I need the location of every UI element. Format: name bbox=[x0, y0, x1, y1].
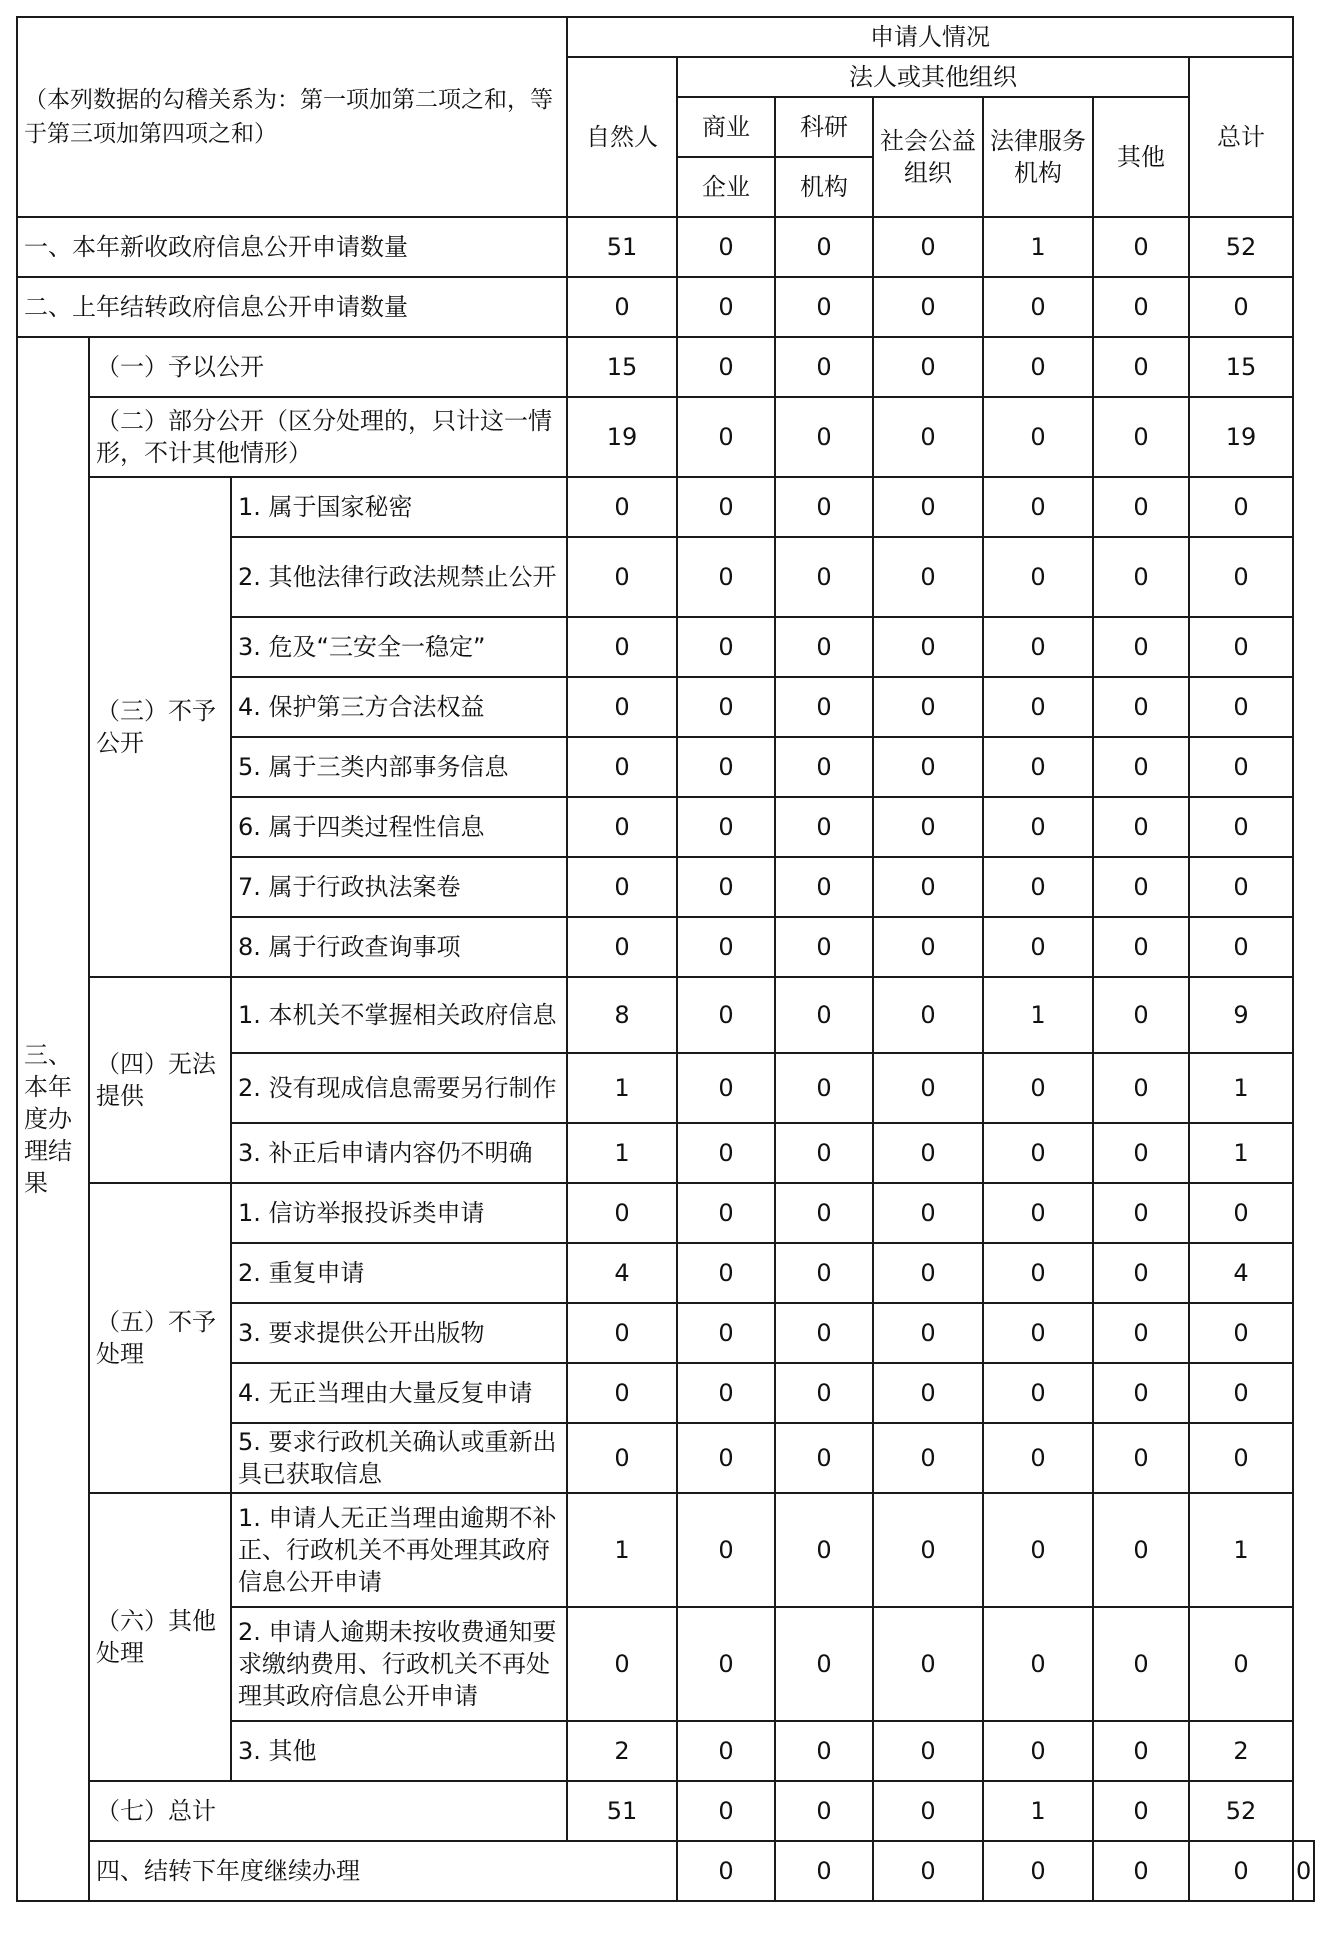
value-cell: 0 bbox=[873, 397, 983, 477]
applicant-header: 申请人情况 bbox=[567, 17, 1293, 57]
value-cell: 0 bbox=[873, 857, 983, 917]
value-cell: 0 bbox=[775, 737, 873, 797]
row-label: （二）部分公开（区分处理的，只计这一情形，不计其他情形） bbox=[89, 397, 567, 477]
value-cell: 0 bbox=[677, 1303, 775, 1363]
value-cell: 0 bbox=[873, 737, 983, 797]
group-other-handling-label: （六）其他处理 bbox=[89, 1493, 231, 1781]
value-cell: 0 bbox=[567, 277, 677, 337]
value-cell: 0 bbox=[1093, 1841, 1189, 1901]
value-cell: 9 bbox=[1189, 977, 1293, 1053]
value-cell: 0 bbox=[1093, 1243, 1189, 1303]
value-cell: 0 bbox=[1093, 537, 1189, 617]
value-cell: 0 bbox=[983, 1243, 1093, 1303]
section3-label: 三、本年度办理结果 bbox=[17, 337, 89, 1901]
value-cell: 1 bbox=[567, 1493, 677, 1607]
table-row bbox=[17, 477, 1314, 537]
value-cell: 0 bbox=[983, 477, 1093, 537]
value-cell: 0 bbox=[1093, 217, 1189, 277]
row-label: 1. 属于国家秘密 bbox=[231, 477, 567, 537]
value-cell: 0 bbox=[873, 1243, 983, 1303]
value-cell: 0 bbox=[983, 1607, 1093, 1721]
total-header: 总计 bbox=[1189, 57, 1293, 217]
value-cell: 0 bbox=[677, 977, 775, 1053]
value-cell: 0 bbox=[567, 477, 677, 537]
value-cell: 0 bbox=[775, 1183, 873, 1243]
value-cell: 0 bbox=[567, 1183, 677, 1243]
value-cell: 0 bbox=[1189, 1303, 1293, 1363]
value-cell: 0 bbox=[567, 537, 677, 617]
value-cell: 0 bbox=[775, 1123, 873, 1183]
value-cell: 0 bbox=[567, 617, 677, 677]
value-cell: 0 bbox=[677, 1493, 775, 1607]
row-label: 四、结转下年度继续办理 bbox=[89, 1841, 677, 1901]
value-cell: 0 bbox=[873, 217, 983, 277]
value-cell: 4 bbox=[567, 1243, 677, 1303]
table-row bbox=[17, 1493, 1314, 1607]
row-label: 2. 没有现成信息需要另行制作 bbox=[231, 1053, 567, 1123]
group-not-disclosed-label: （三）不予公开 bbox=[89, 477, 231, 977]
value-cell: 0 bbox=[677, 217, 775, 277]
value-cell: 0 bbox=[677, 277, 775, 337]
value-cell: 0 bbox=[1093, 977, 1189, 1053]
table-row bbox=[17, 977, 1314, 1053]
value-cell: 0 bbox=[567, 737, 677, 797]
legal-service-header: 法律服务机构 bbox=[983, 97, 1093, 217]
value-cell: 15 bbox=[567, 337, 677, 397]
value-cell: 0 bbox=[1189, 1841, 1293, 1901]
value-cell: 52 bbox=[1189, 217, 1293, 277]
value-cell: 0 bbox=[677, 917, 775, 977]
value-cell: 0 bbox=[775, 677, 873, 737]
value-cell: 0 bbox=[1093, 1781, 1189, 1841]
value-cell: 2 bbox=[1189, 1721, 1293, 1781]
value-cell: 0 bbox=[1093, 1053, 1189, 1123]
value-cell: 0 bbox=[1093, 797, 1189, 857]
value-cell: 0 bbox=[775, 277, 873, 337]
table-row bbox=[17, 217, 1314, 277]
value-cell: 0 bbox=[873, 1423, 983, 1493]
value-cell: 0 bbox=[873, 477, 983, 537]
value-cell: 0 bbox=[775, 1303, 873, 1363]
row-label: 7. 属于行政执法案卷 bbox=[231, 857, 567, 917]
value-cell: 0 bbox=[983, 1053, 1093, 1123]
row-label: 4. 无正当理由大量反复申请 bbox=[231, 1363, 567, 1423]
value-cell: 0 bbox=[1189, 857, 1293, 917]
group-not-processed-label: （五）不予处理 bbox=[89, 1183, 231, 1493]
value-cell: 0 bbox=[775, 1721, 873, 1781]
value-cell: 0 bbox=[1093, 1493, 1189, 1607]
value-cell: 0 bbox=[983, 797, 1093, 857]
value-cell: 1 bbox=[567, 1123, 677, 1183]
value-cell: 0 bbox=[873, 1781, 983, 1841]
value-cell: 0 bbox=[677, 1781, 775, 1841]
value-cell: 1 bbox=[1189, 1053, 1293, 1123]
value-cell: 0 bbox=[775, 1493, 873, 1607]
value-cell: 0 bbox=[983, 337, 1093, 397]
value-cell: 0 bbox=[677, 857, 775, 917]
value-cell: 0 bbox=[567, 917, 677, 977]
row-label: 5. 要求行政机关确认或重新出具已获取信息 bbox=[231, 1423, 567, 1493]
value-cell: 0 bbox=[873, 537, 983, 617]
value-cell: 0 bbox=[775, 1363, 873, 1423]
value-cell: 0 bbox=[873, 1493, 983, 1607]
value-cell: 0 bbox=[1189, 277, 1293, 337]
value-cell: 0 bbox=[567, 857, 677, 917]
value-cell: 0 bbox=[1093, 1363, 1189, 1423]
value-cell: 0 bbox=[775, 1607, 873, 1721]
value-cell: 0 bbox=[677, 677, 775, 737]
value-cell: 2 bbox=[567, 1721, 677, 1781]
value-cell: 51 bbox=[567, 1781, 677, 1841]
value-cell: 0 bbox=[1093, 277, 1189, 337]
value-cell: 0 bbox=[1093, 737, 1189, 797]
value-cell: 0 bbox=[983, 1721, 1093, 1781]
value-cell: 0 bbox=[775, 337, 873, 397]
value-cell: 0 bbox=[873, 977, 983, 1053]
value-cell: 0 bbox=[1189, 1183, 1293, 1243]
value-cell: 0 bbox=[1189, 917, 1293, 977]
other-header: 其他 bbox=[1093, 97, 1189, 217]
disclosure-table bbox=[16, 16, 1315, 1902]
row-label: 3. 补正后申请内容仍不明确 bbox=[231, 1123, 567, 1183]
value-cell: 0 bbox=[567, 1303, 677, 1363]
value-cell: 0 bbox=[775, 1423, 873, 1493]
value-cell: 0 bbox=[983, 537, 1093, 617]
value-cell: 4 bbox=[1189, 1243, 1293, 1303]
row-label: 6. 属于四类过程性信息 bbox=[231, 797, 567, 857]
row-label: 二、上年结转政府信息公开申请数量 bbox=[17, 277, 567, 337]
value-cell: 0 bbox=[677, 1053, 775, 1123]
row-label: 1. 申请人无正当理由逾期不补正、行政机关不再处理其政府信息公开申请 bbox=[231, 1493, 567, 1607]
value-cell: 0 bbox=[677, 1423, 775, 1493]
value-cell: 0 bbox=[1093, 397, 1189, 477]
row-label: 一、本年新收政府信息公开申请数量 bbox=[17, 217, 567, 277]
value-cell: 0 bbox=[677, 1607, 775, 1721]
value-cell: 0 bbox=[1093, 917, 1189, 977]
value-cell: 0 bbox=[873, 917, 983, 977]
value-cell: 0 bbox=[677, 1123, 775, 1183]
value-cell: 19 bbox=[1189, 397, 1293, 477]
value-cell: 0 bbox=[775, 797, 873, 857]
value-cell: 0 bbox=[775, 977, 873, 1053]
row-label: （七）总计 bbox=[89, 1781, 567, 1841]
value-cell: 0 bbox=[775, 1053, 873, 1123]
value-cell: 0 bbox=[775, 1243, 873, 1303]
value-cell: 0 bbox=[1189, 797, 1293, 857]
value-cell: 1 bbox=[983, 217, 1093, 277]
value-cell: 0 bbox=[873, 1123, 983, 1183]
value-cell: 0 bbox=[983, 1423, 1093, 1493]
commercial-header-bottom: 企业 bbox=[677, 157, 775, 217]
value-cell: 0 bbox=[775, 477, 873, 537]
value-cell: 0 bbox=[677, 1183, 775, 1243]
value-cell: 0 bbox=[567, 677, 677, 737]
value-cell: 0 bbox=[677, 537, 775, 617]
value-cell: 0 bbox=[1189, 677, 1293, 737]
value-cell: 0 bbox=[1093, 1423, 1189, 1493]
value-cell: 0 bbox=[1189, 617, 1293, 677]
value-cell: 0 bbox=[873, 1183, 983, 1243]
value-cell: 0 bbox=[1093, 337, 1189, 397]
value-cell: 0 bbox=[983, 1841, 1093, 1901]
row-label: 5. 属于三类内部事务信息 bbox=[231, 737, 567, 797]
value-cell: 0 bbox=[677, 617, 775, 677]
value-cell: 0 bbox=[567, 1423, 677, 1493]
value-cell: 0 bbox=[775, 217, 873, 277]
value-cell: 0 bbox=[983, 617, 1093, 677]
value-cell: 0 bbox=[983, 677, 1093, 737]
value-cell: 51 bbox=[567, 217, 677, 277]
value-cell: 0 bbox=[677, 337, 775, 397]
value-cell: 0 bbox=[873, 1053, 983, 1123]
value-cell: 0 bbox=[873, 1363, 983, 1423]
value-cell: 0 bbox=[775, 1781, 873, 1841]
value-cell: 0 bbox=[775, 397, 873, 477]
value-cell: 8 bbox=[567, 977, 677, 1053]
value-cell: 0 bbox=[983, 397, 1093, 477]
value-cell: 0 bbox=[567, 1607, 677, 1721]
table-row bbox=[17, 337, 1314, 397]
value-cell: 0 bbox=[677, 737, 775, 797]
value-cell: 0 bbox=[677, 1243, 775, 1303]
value-cell: 0 bbox=[983, 917, 1093, 977]
row-label: 8. 属于行政查询事项 bbox=[231, 917, 567, 977]
value-cell: 52 bbox=[1189, 1781, 1293, 1841]
value-cell: 0 bbox=[873, 1303, 983, 1363]
value-cell: 0 bbox=[1093, 617, 1189, 677]
value-cell: 0 bbox=[1093, 677, 1189, 737]
row-label: 1. 本机关不掌握相关政府信息 bbox=[231, 977, 567, 1053]
value-cell: 15 bbox=[1189, 337, 1293, 397]
value-cell: 0 bbox=[1093, 1721, 1189, 1781]
value-cell: 0 bbox=[983, 857, 1093, 917]
value-cell: 0 bbox=[567, 797, 677, 857]
value-cell: 0 bbox=[1189, 1423, 1293, 1493]
value-cell: 0 bbox=[677, 1363, 775, 1423]
group-cannot-provide-label: （四）无法提供 bbox=[89, 977, 231, 1183]
value-cell: 0 bbox=[677, 1721, 775, 1781]
value-cell: 0 bbox=[775, 917, 873, 977]
value-cell: 0 bbox=[1189, 1607, 1293, 1721]
value-cell: 1 bbox=[983, 1781, 1093, 1841]
value-cell: 0 bbox=[1093, 1607, 1189, 1721]
value-cell: 0 bbox=[873, 677, 983, 737]
row-label: 3. 危及“三安全一稳定” bbox=[231, 617, 567, 677]
commercial-header-top: 商业 bbox=[677, 97, 775, 157]
value-cell: 0 bbox=[1093, 1183, 1189, 1243]
value-cell: 1 bbox=[983, 977, 1093, 1053]
social-org-header: 社会公益组织 bbox=[873, 97, 983, 217]
value-cell: 0 bbox=[1093, 1303, 1189, 1363]
value-cell: 0 bbox=[1189, 537, 1293, 617]
value-cell: 0 bbox=[775, 617, 873, 677]
value-cell: 0 bbox=[983, 1303, 1093, 1363]
value-cell: 0 bbox=[873, 797, 983, 857]
row-label: 2. 重复申请 bbox=[231, 1243, 567, 1303]
value-cell: 0 bbox=[873, 1841, 983, 1901]
value-cell: 0 bbox=[873, 1721, 983, 1781]
value-cell: 19 bbox=[567, 397, 677, 477]
value-cell: 0 bbox=[873, 617, 983, 677]
row-label: 1. 信访举报投诉类申请 bbox=[231, 1183, 567, 1243]
legal-group-header: 法人或其他组织 bbox=[677, 57, 1189, 97]
value-cell: 0 bbox=[983, 1123, 1093, 1183]
natural-person-header: 自然人 bbox=[567, 57, 677, 217]
table-row bbox=[17, 277, 1314, 337]
value-cell: 0 bbox=[1189, 477, 1293, 537]
row-label: 2. 其他法律行政法规禁止公开 bbox=[231, 537, 567, 617]
value-cell: 0 bbox=[775, 1841, 873, 1901]
value-cell: 0 bbox=[1093, 1123, 1189, 1183]
value-cell: 0 bbox=[873, 1607, 983, 1721]
value-cell: 0 bbox=[1293, 1841, 1314, 1901]
value-cell: 0 bbox=[873, 277, 983, 337]
value-cell: 0 bbox=[983, 1183, 1093, 1243]
value-cell: 0 bbox=[1189, 1363, 1293, 1423]
table-row bbox=[17, 1183, 1314, 1243]
value-cell: 0 bbox=[677, 797, 775, 857]
value-cell: 0 bbox=[677, 1841, 775, 1901]
value-cell: 0 bbox=[983, 1363, 1093, 1423]
value-cell: 0 bbox=[873, 337, 983, 397]
row-label: （一）予以公开 bbox=[89, 337, 567, 397]
value-cell: 0 bbox=[1093, 477, 1189, 537]
value-cell: 1 bbox=[1189, 1493, 1293, 1607]
row-label: 3. 要求提供公开出版物 bbox=[231, 1303, 567, 1363]
value-cell: 1 bbox=[567, 1053, 677, 1123]
value-cell: 0 bbox=[677, 397, 775, 477]
value-cell: 0 bbox=[567, 1363, 677, 1423]
table-row bbox=[17, 1841, 1314, 1901]
value-cell: 1 bbox=[1189, 1123, 1293, 1183]
value-cell: 0 bbox=[983, 277, 1093, 337]
table-row bbox=[17, 1781, 1314, 1841]
value-cell: 0 bbox=[677, 477, 775, 537]
relation-note: （本列数据的勾稽关系为：第一项加第二项之和，等于第三项加第四项之和） bbox=[17, 17, 567, 217]
row-label: 4. 保护第三方合法权益 bbox=[231, 677, 567, 737]
value-cell: 0 bbox=[983, 737, 1093, 797]
value-cell: 0 bbox=[775, 857, 873, 917]
research-header-top: 科研 bbox=[775, 97, 873, 157]
value-cell: 0 bbox=[1189, 737, 1293, 797]
value-cell: 0 bbox=[1093, 857, 1189, 917]
value-cell: 0 bbox=[983, 1493, 1093, 1607]
row-label: 2. 申请人逾期未按收费通知要求缴纳费用、行政机关不再处理其政府信息公开申请 bbox=[231, 1607, 567, 1721]
table-row bbox=[17, 397, 1314, 477]
research-header-bottom: 机构 bbox=[775, 157, 873, 217]
row-label: 3. 其他 bbox=[231, 1721, 567, 1781]
value-cell: 0 bbox=[775, 537, 873, 617]
